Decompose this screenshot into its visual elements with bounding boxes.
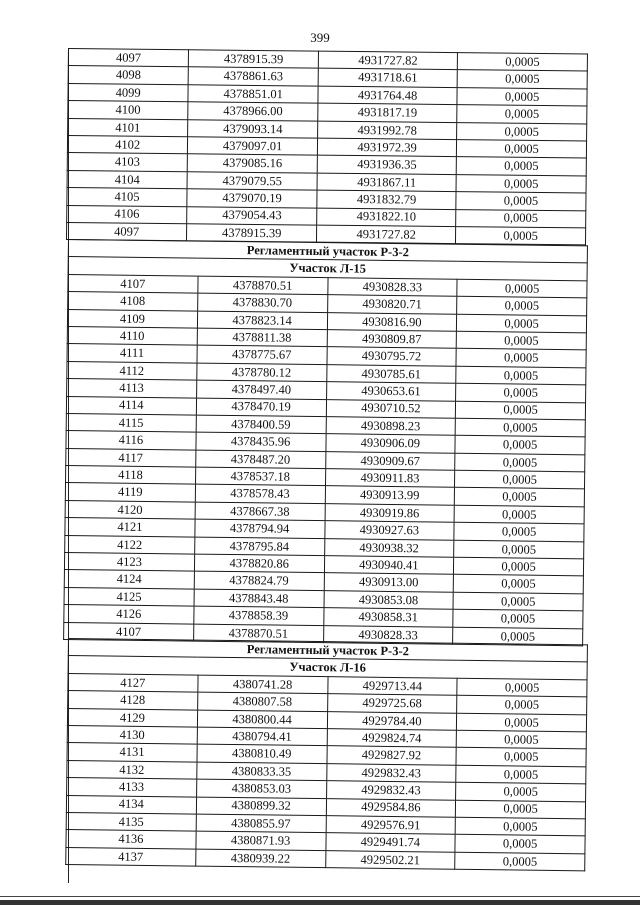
accuracy-value: 0,0005 [456, 157, 586, 176]
point-number: 4129 [67, 708, 197, 727]
page-number: 399 [310, 30, 330, 45]
point-number: 4121 [65, 518, 195, 537]
x-coordinate: 4378795.84 [194, 537, 324, 556]
x-coordinate: 4380741.28 [198, 675, 328, 694]
point-number: 4109 [67, 309, 197, 328]
coordinates-table [66, 48, 588, 246]
x-coordinate: 4378435.96 [196, 433, 326, 452]
x-coordinate: 4378811.38 [197, 328, 327, 347]
table-section [63, 239, 588, 646]
point-number: 4103 [67, 153, 187, 172]
y-coordinate: 4930785.61 [326, 365, 456, 384]
point-number: 4117 [66, 448, 196, 467]
point-number: 4125 [64, 588, 194, 607]
y-coordinate: 4930938.32 [324, 539, 454, 558]
x-coordinate: 4378487.20 [195, 450, 325, 469]
point-number: 4100 [68, 101, 188, 120]
x-coordinate: 4379093.14 [188, 119, 318, 138]
y-coordinate: 4929824.74 [327, 729, 457, 748]
y-coordinate: 4930911.83 [325, 469, 455, 488]
point-number: 4114 [66, 396, 196, 415]
section-subheading: Участок Л-15 [68, 257, 587, 281]
x-coordinate: 4378537.18 [195, 467, 325, 486]
y-coordinate: 4931718.61 [318, 69, 457, 88]
accuracy-value: 0,0005 [456, 174, 586, 193]
y-coordinate: 4931832.79 [317, 190, 456, 209]
accuracy-value: 0,0005 [455, 817, 585, 836]
accuracy-value: 0,0005 [457, 87, 587, 106]
point-number: 4122 [65, 535, 195, 554]
point-number: 4108 [68, 292, 198, 311]
point-number: 4098 [68, 66, 188, 85]
section-heading: Регламентный участок Р-3-2 [68, 639, 587, 663]
scan-edge-line [0, 896, 640, 897]
point-number: 4126 [64, 605, 194, 624]
point-number: 4111 [67, 344, 197, 363]
accuracy-value: 0,0005 [454, 523, 584, 542]
y-coordinate: 4929584.86 [326, 798, 456, 817]
y-coordinate: 4929832.43 [326, 764, 456, 783]
point-number: 4119 [65, 483, 195, 502]
accuracy-value: 0,0005 [456, 765, 586, 784]
x-coordinate: 4378870.51 [198, 276, 328, 295]
x-coordinate: 4378915.39 [189, 50, 319, 69]
x-coordinate: 4380794.41 [197, 727, 327, 746]
x-coordinate: 4380800.44 [197, 710, 327, 729]
point-number: 4101 [68, 118, 188, 137]
point-number: 4112 [67, 362, 197, 381]
accuracy-value: 0,0005 [455, 436, 585, 455]
x-coordinate: 4378794.94 [195, 520, 325, 539]
y-coordinate: 4930940.41 [324, 556, 454, 575]
x-coordinate: 4378830.70 [197, 294, 327, 313]
x-coordinate: 4378966.00 [188, 102, 318, 121]
accuracy-value: 0,0005 [455, 471, 585, 490]
accuracy-value: 0,0005 [456, 384, 586, 403]
x-coordinate: 4380899.32 [196, 797, 326, 816]
accuracy-value: 0,0005 [456, 226, 586, 245]
x-coordinate: 4378667.38 [195, 502, 325, 521]
accuracy-value: 0,0005 [456, 783, 586, 802]
y-coordinate: 4931992.78 [318, 121, 457, 140]
section-heading: Регламентный участок Р-3-2 [68, 240, 587, 264]
point-number: 4135 [66, 813, 196, 832]
accuracy-value: 0,0005 [457, 140, 587, 159]
point-number: 4107 [68, 275, 198, 294]
accuracy-value: 0,0005 [457, 105, 587, 124]
y-coordinate: 4929784.40 [327, 712, 457, 731]
point-number: 4097 [68, 49, 188, 68]
x-coordinate: 4378851.01 [188, 85, 318, 104]
accuracy-value: 0,0005 [455, 418, 585, 437]
y-coordinate: 4930795.72 [326, 347, 456, 366]
y-coordinate: 4929502.21 [325, 851, 455, 870]
y-coordinate: 4931727.82 [317, 225, 456, 244]
x-coordinate: 4378843.48 [194, 589, 324, 608]
x-coordinate: 4378780.12 [197, 363, 327, 382]
accuracy-value: 0,0005 [457, 314, 587, 333]
accuracy-value: 0,0005 [455, 488, 585, 507]
y-coordinate: 4930927.63 [324, 521, 454, 540]
x-coordinate: 4380807.58 [197, 693, 327, 712]
section-subheading: Участок Л-16 [68, 656, 587, 680]
y-coordinate: 4930853.08 [324, 591, 454, 610]
x-coordinate: 4378915.39 [187, 224, 317, 243]
accuracy-value: 0,0005 [458, 53, 588, 72]
y-coordinate: 4931817.19 [318, 103, 457, 122]
accuracy-value: 0,0005 [453, 575, 583, 594]
y-coordinate: 4930653.61 [326, 382, 456, 401]
accuracy-value: 0,0005 [455, 453, 585, 472]
point-number: 4106 [67, 205, 187, 224]
accuracy-value: 0,0005 [457, 70, 587, 89]
x-coordinate: 4379097.01 [188, 137, 318, 156]
x-coordinate: 4380939.22 [195, 849, 325, 868]
point-number: 4134 [66, 795, 196, 814]
point-number: 4113 [67, 379, 197, 398]
point-number: 4105 [67, 188, 187, 207]
x-coordinate: 4380855.97 [196, 814, 326, 833]
x-coordinate: 4378470.19 [196, 398, 326, 417]
y-coordinate: 4930816.90 [327, 313, 457, 332]
accuracy-value: 0,0005 [457, 678, 587, 697]
x-coordinate: 4378824.79 [194, 572, 324, 591]
accuracy-value: 0,0005 [456, 332, 586, 351]
y-coordinate: 4930909.67 [325, 452, 455, 471]
accuracy-value: 0,0005 [456, 209, 586, 228]
accuracy-value: 0,0005 [457, 696, 587, 715]
x-coordinate: 4378858.39 [194, 607, 324, 626]
accuracy-value: 0,0005 [457, 122, 587, 141]
coordinates-table [65, 638, 588, 871]
point-number: 4120 [65, 501, 195, 520]
y-coordinate: 4930898.23 [326, 417, 456, 436]
y-coordinate: 4931972.39 [317, 138, 456, 157]
x-coordinate: 4378578.43 [195, 485, 325, 504]
accuracy-value: 0,0005 [453, 592, 583, 611]
y-coordinate: 4929832.43 [326, 781, 456, 800]
accuracy-value: 0,0005 [456, 366, 586, 385]
y-coordinate: 4930913.00 [324, 573, 454, 592]
x-coordinate: 4378823.14 [197, 311, 327, 330]
table-section [66, 48, 588, 246]
point-number: 4132 [67, 761, 197, 780]
y-coordinate: 4931822.10 [317, 208, 456, 227]
accuracy-value: 0,0005 [456, 800, 586, 819]
accuracy-value: 0,0005 [453, 610, 583, 629]
point-number: 4133 [67, 778, 197, 797]
y-coordinate: 4930820.71 [327, 295, 457, 314]
y-coordinate: 4930906.09 [325, 434, 455, 453]
point-number: 4137 [66, 847, 196, 866]
scan-bottom-border [0, 900, 640, 905]
table-section [65, 638, 588, 871]
accuracy-value: 0,0005 [456, 730, 586, 749]
accuracy-value: 0,0005 [454, 540, 584, 559]
point-number: 4102 [67, 135, 187, 154]
x-coordinate: 4378497.40 [196, 381, 326, 400]
y-coordinate: 4930828.33 [323, 626, 453, 645]
accuracy-value: 0,0005 [457, 297, 587, 316]
coordinates-document [68, 48, 588, 869]
x-coordinate: 4378861.63 [188, 67, 318, 86]
y-coordinate: 4931764.48 [318, 86, 457, 105]
point-number: 4107 [64, 622, 194, 641]
accuracy-value: 0,0005 [455, 852, 585, 871]
y-coordinate: 4929713.44 [327, 677, 457, 696]
y-coordinate: 4931727.82 [318, 51, 457, 70]
coordinates-table [63, 239, 588, 646]
y-coordinate: 4930710.52 [326, 399, 456, 418]
y-coordinate: 4930919.86 [325, 504, 455, 523]
x-coordinate: 4380871.93 [196, 832, 326, 851]
point-number: 4104 [67, 170, 187, 189]
y-coordinate: 4929576.91 [326, 816, 456, 835]
point-number: 4116 [66, 431, 196, 450]
x-coordinate: 4379070.19 [187, 189, 317, 208]
accuracy-value: 0,0005 [456, 748, 586, 767]
accuracy-value: 0,0005 [453, 627, 583, 646]
accuracy-value: 0,0005 [454, 558, 584, 577]
x-coordinate: 4378775.67 [197, 346, 327, 365]
point-number: 4127 [68, 674, 198, 693]
y-coordinate: 4930913.99 [325, 486, 455, 505]
accuracy-value: 0,0005 [457, 713, 587, 732]
point-number: 4123 [64, 553, 194, 572]
accuracy-value: 0,0005 [456, 349, 586, 368]
point-number: 4115 [66, 414, 196, 433]
accuracy-value: 0,0005 [455, 835, 585, 854]
accuracy-value: 0,0005 [456, 192, 586, 211]
point-number: 4130 [67, 726, 197, 745]
x-coordinate: 4379054.43 [187, 206, 317, 225]
x-coordinate: 4380853.03 [196, 779, 326, 798]
accuracy-value: 0,0005 [454, 505, 584, 524]
point-number: 4128 [68, 691, 198, 710]
x-coordinate: 4379085.16 [188, 154, 318, 173]
x-coordinate: 4380810.49 [197, 745, 327, 764]
x-coordinate: 4378400.59 [196, 415, 326, 434]
accuracy-value: 0,0005 [457, 279, 587, 298]
x-coordinate: 4380833.35 [197, 762, 327, 781]
y-coordinate: 4930828.33 [327, 278, 457, 297]
y-coordinate: 4929827.92 [326, 746, 456, 765]
accuracy-value: 0,0005 [456, 401, 586, 420]
y-coordinate: 4929725.68 [327, 694, 457, 713]
x-coordinate: 4378820.86 [194, 554, 324, 573]
point-number: 4136 [66, 830, 196, 849]
point-number: 4097 [66, 222, 186, 241]
point-number: 4110 [67, 327, 197, 346]
point-number: 4118 [66, 466, 196, 485]
point-number: 4124 [64, 570, 194, 589]
x-coordinate: 4379079.55 [187, 171, 317, 190]
y-coordinate: 4929491.74 [325, 833, 455, 852]
y-coordinate: 4931936.35 [317, 155, 456, 174]
x-coordinate: 4378870.51 [193, 624, 323, 643]
point-number: 4099 [68, 83, 188, 102]
y-coordinate: 4930809.87 [327, 330, 457, 349]
y-coordinate: 4930858.31 [323, 608, 453, 627]
y-coordinate: 4931867.11 [317, 173, 456, 192]
point-number: 4131 [67, 743, 197, 762]
